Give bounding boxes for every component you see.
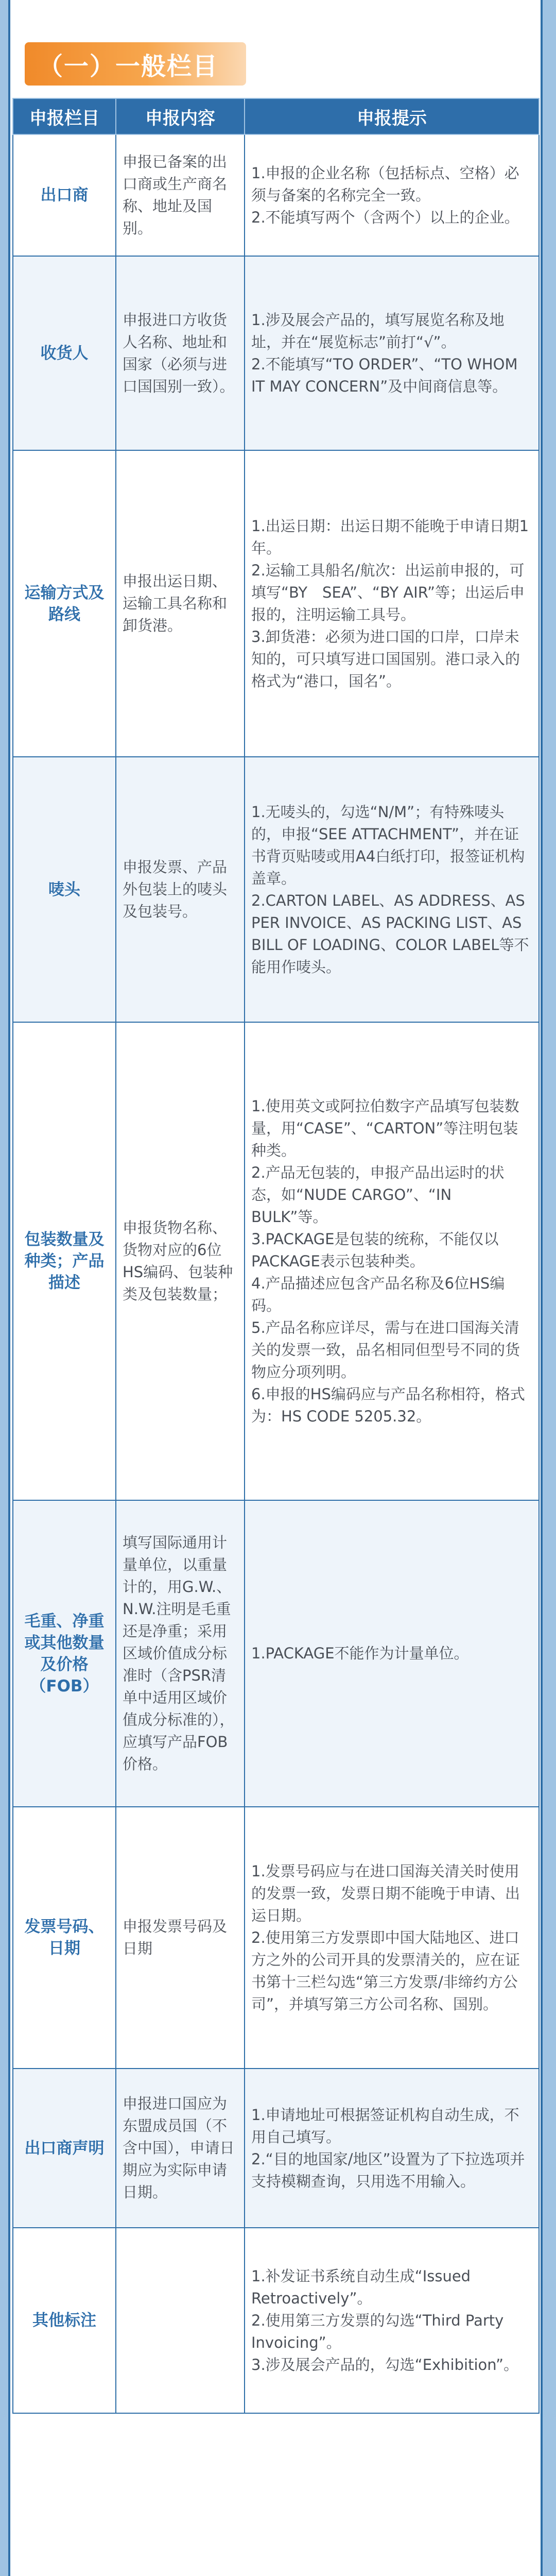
row-field-name: 出口商 — [13, 134, 116, 256]
table-row — [13, 1500, 539, 1807]
hint-item: 2.使用第三方发票的勾选“Third Party Invoicing”。 — [251, 2311, 504, 2351]
hint-item: 1.涉及展会产品的，填写展览名称及地址，并在“展览标志”前打“√”。 — [251, 311, 505, 351]
hint-item: 5.产品名称应详尽，需与在进口国海关清关的发票一致，品名相同但型号不同的货物应分项列明。 — [251, 1318, 520, 1381]
row-hints — [245, 134, 539, 256]
row-content: 申报进口国应为东盟成员国（不含中国），申请日期应为实际申请日期。 — [116, 2069, 245, 2228]
row-content: 填写国际通用计量单位，以重量计的，用G.W.、N.W.注明是毛重还是净重；采用区域价值成分标准时（含PSR清单中适用区域价值成分标准的），应填写产品FOB价格。 — [116, 1500, 245, 1807]
top-band — [10, 0, 541, 33]
row-hints — [245, 2069, 539, 2228]
row-content: 申报进口方收货人名称、地址和国家（必须与进口国国别一致）。 — [116, 256, 245, 450]
row-content: 申报发票、产品外包装上的唛头及包装号。 — [116, 757, 245, 1022]
row-field-name: 包装数量及种类；产品描述 — [13, 1022, 116, 1500]
hint-item: 2.“目的地国家/地区”设置为了下拉选项并支持模糊查询，只用选不用输入。 — [251, 2150, 525, 2190]
table-row — [13, 450, 539, 757]
hint-item: 1.使用英文或阿拉伯数字产品填写包装数量，用“CASE”、“CARTON”等注明包装种类。 — [251, 1097, 519, 1159]
hint-item: 1.补发证书系统自动生成“Issued Retroactively”。 — [251, 2267, 471, 2307]
row-field-name: 出口商声明 — [13, 2069, 116, 2228]
row-hints — [245, 256, 539, 450]
hint-item: 1.出运日期：出运日期不能晚于申请日期1年。 — [251, 517, 529, 557]
row-content: 申报发票号码及日期 — [116, 1807, 245, 2069]
row-content: 申报已备案的出口商或生产商名称、地址及国别。 — [116, 134, 245, 256]
table-row — [13, 1022, 539, 1500]
hint-item: 4.产品描述应包含产品名称及6位HS编码。 — [251, 1274, 505, 1314]
hint-item: 3.卸货港：必须为进口国的口岸，口岸未知的，可只填写进口国国别。港口录入的格式为“港口，国名”。 — [251, 628, 520, 690]
row-field-name: 发票号码、日期 — [13, 1807, 116, 2069]
row-hints — [245, 2228, 539, 2413]
hint-item: 3.PACKAGE是包装的统称，不能仅以PACKAGE表示包装种类。 — [251, 1230, 499, 1270]
hint-item: 6.申报的HS编码应与产品名称相符，格式为：HS CODE 5205.32。 — [251, 1385, 525, 1425]
header-row — [13, 98, 539, 134]
row-hints — [245, 1807, 539, 2069]
table-row — [13, 1807, 539, 2069]
row-field-name: 唛头 — [13, 757, 116, 1022]
hint-item: 2.运输工具船名/航次：出运前申报的，可填写“BY SEA”、“BY AIR”等；出运后申报的，注明运输工具号。 — [251, 561, 525, 623]
row-hints — [245, 1022, 539, 1500]
row-hints — [245, 1500, 539, 1807]
row-content: 申报货物名称、货物对应的6位HS编码、包装种类及包装数量； — [116, 1022, 245, 1500]
table-row — [13, 256, 539, 450]
hint-item: 2.使用第三方发票即中国大陆地区、进口方之外的公司开具的发票清关的，应在证书第十三栏勾选“第三方发票/非缔约方公司”，并填写第三方公司名称、国别。 — [251, 1928, 520, 2013]
hint-item: 2.CARTON LABEL、AS ADDRESS、AS PER INVOICE、AS PACKING LIST、AS BILL OF LOADING、COLOR LABEL等不能用作唛头。 — [251, 891, 529, 976]
hint-item: 1.申请地址可根据签证机构自动生成，不用自己填写。 — [251, 2106, 519, 2146]
row-content: 申报出运日期、运输工具名称和卸货港。 — [116, 450, 245, 757]
table-row — [13, 2228, 539, 2413]
header-content: 申报内容 — [116, 98, 245, 134]
hint-item: 1.申报的企业名称（包括标点、空格）必须与备案的名称完全一致。 — [251, 164, 519, 204]
row-hints — [245, 450, 539, 757]
table-row — [13, 757, 539, 1022]
header-hint: 申报提示 — [245, 98, 539, 134]
row-field-name: 运输方式及路线 — [13, 450, 116, 757]
hint-item: 1.无唛头的，勾选“N/M”；有特殊唛头的，申报“SEE ATTACHMENT”，并在证书背页贴唛或用A4白纸打印，报签证机构盖章。 — [251, 803, 525, 887]
hint-item: 3.涉及展会产品的，勾选“Exhibition”。 — [251, 2355, 519, 2374]
hint-item: 2.产品无包装的，申报产品出运时的状态，如“NUDE CARGO”、“IN BULK”等。 — [251, 1163, 505, 1226]
hint-item: 1.发票号码应与在进口国海关清关时使用的发票一致，发票日期不能晚于申请、出运日期。 — [251, 1862, 520, 1924]
hint-item: 2.不能填写两个（含两个）以上的企业。 — [251, 208, 519, 226]
declaration-table — [12, 98, 540, 2414]
table-row — [13, 2069, 539, 2228]
row-field-name: 其他标注 — [13, 2228, 116, 2413]
hint-item: 1.PACKAGE不能作为计量单位。 — [251, 1645, 469, 1662]
page — [8, 0, 543, 2576]
hint-item: 2.不能填写“TO ORDER”、“TO WHOM IT MAY CONCERN”及中间商信息等。 — [251, 355, 518, 395]
row-field-name: 毛重、净重或其他数量及价格（FOB） — [13, 1500, 116, 1807]
header-field: 申报栏目 — [13, 98, 116, 134]
row-content — [116, 2228, 245, 2413]
row-hints — [245, 757, 539, 1022]
row-field-name: 收货人 — [13, 256, 116, 450]
table-row — [13, 134, 539, 256]
section-title: （一）一般栏目 — [25, 42, 246, 86]
